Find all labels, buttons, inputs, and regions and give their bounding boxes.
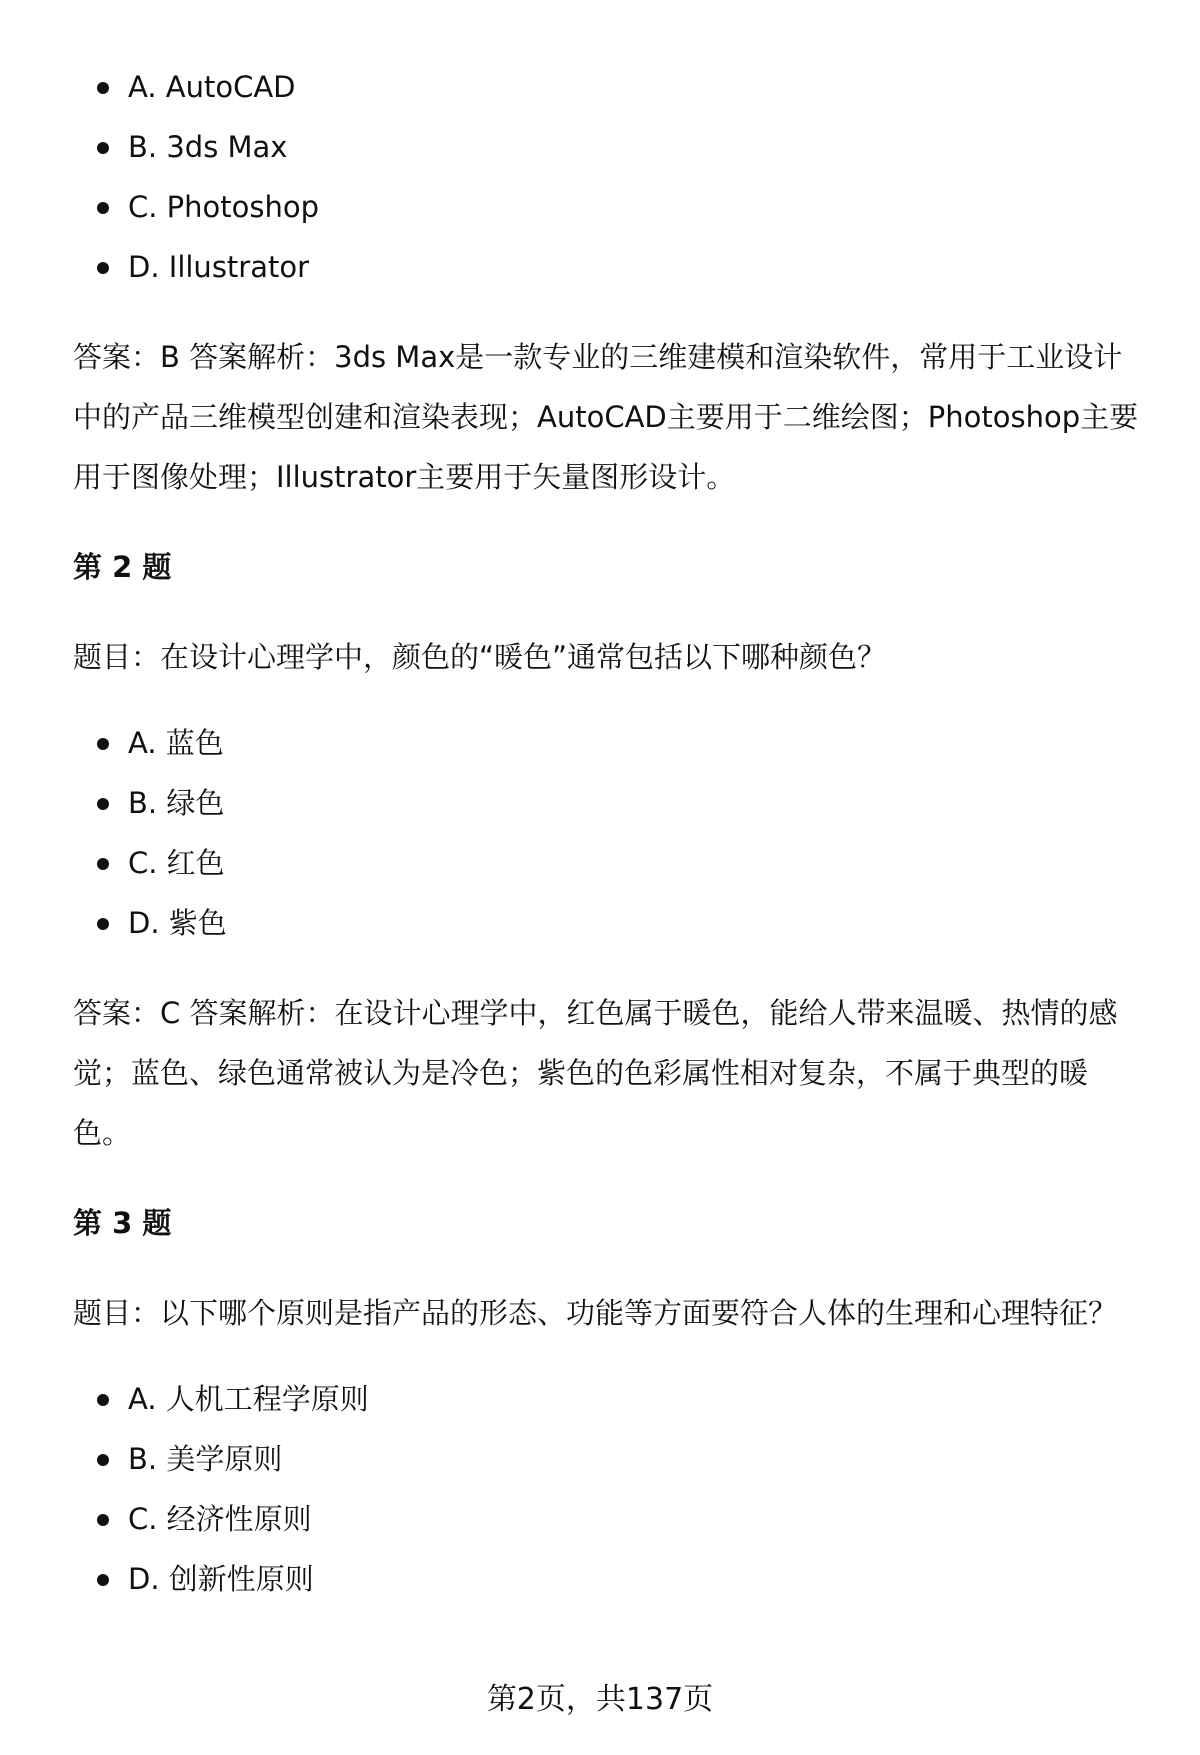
option-text: B. 美学原则 [128, 1442, 283, 1476]
bullet-icon [97, 858, 109, 870]
q2-answer: 答案：C 答案解析：在设计心理学中，红色属于暖色，能给人带来温暖、热情的感觉；蓝色、绿色通常被认为是冷色；紫色的色彩属性相对复杂，不属于典型的暖色。 [73, 996, 1118, 1150]
bullet-icon [97, 738, 109, 750]
bullet-icon [97, 1454, 109, 1466]
bullet-icon [97, 918, 109, 930]
q3-option-b [0, 1429, 1200, 1489]
bullet-icon [97, 202, 109, 214]
bullet-icon [97, 82, 109, 94]
option-text: B. 3ds Max [128, 130, 288, 164]
option-text: C. Photoshop [128, 190, 320, 224]
q2-option-c [0, 833, 1200, 893]
q2-option-b [0, 773, 1200, 833]
q2-question: 题目：在设计心理学中，颜色的“暖色”通常包括以下哪种颜色？ [73, 640, 887, 674]
option-text: A. 人机工程学原则 [128, 1382, 369, 1416]
bullet-icon [97, 798, 109, 810]
option-text: C. 红色 [128, 846, 225, 880]
q2-option-d [0, 893, 1200, 953]
bullet-icon [97, 1574, 109, 1586]
q3-question: 题目：以下哪个原则是指产品的形态、功能等方面要符合人体的生理和心理特征？ [73, 1296, 1118, 1330]
option-text: C. 经济性原则 [128, 1502, 312, 1536]
bullet-icon [97, 1514, 109, 1526]
option-text: D. 创新性原则 [128, 1562, 314, 1596]
page-footer: 第2页，共137页 [486, 1682, 714, 1717]
q1-option-d [0, 237, 1200, 297]
option-text: D. 紫色 [128, 906, 227, 940]
q3-option-c [0, 1489, 1200, 1549]
bullet-icon [97, 142, 109, 154]
q2-heading: 第 2 题 [73, 550, 172, 584]
option-text: B. 绿色 [128, 786, 225, 820]
q1-options-list [0, 57, 1200, 297]
q1-option-b [0, 117, 1200, 177]
q3-heading: 第 3 题 [73, 1206, 172, 1240]
option-text: A. AutoCAD [128, 70, 296, 104]
bullet-icon [97, 262, 109, 274]
option-text: A. 蓝色 [128, 726, 224, 760]
q3-option-d [0, 1549, 1200, 1609]
bullet-icon [97, 1394, 109, 1406]
q1-answer: 答案：B 答案解析：3ds Max是一款专业的三维建模和渲染软件，常用于工业设计中的产品三维模型创建和渲染表现；AutoCAD主要用于二维绘图；Photoshop主要用于图像处理；Illustrator主要用于矢量图形设计。 [73, 340, 1139, 494]
q2-options-list [0, 713, 1200, 953]
q2-option-a [0, 713, 1200, 773]
q3-option-a [0, 1369, 1200, 1429]
q1-option-c [0, 177, 1200, 237]
option-text: D. Illustrator [128, 250, 310, 284]
q1-option-a [0, 57, 1200, 117]
q3-options-list [0, 1369, 1200, 1609]
